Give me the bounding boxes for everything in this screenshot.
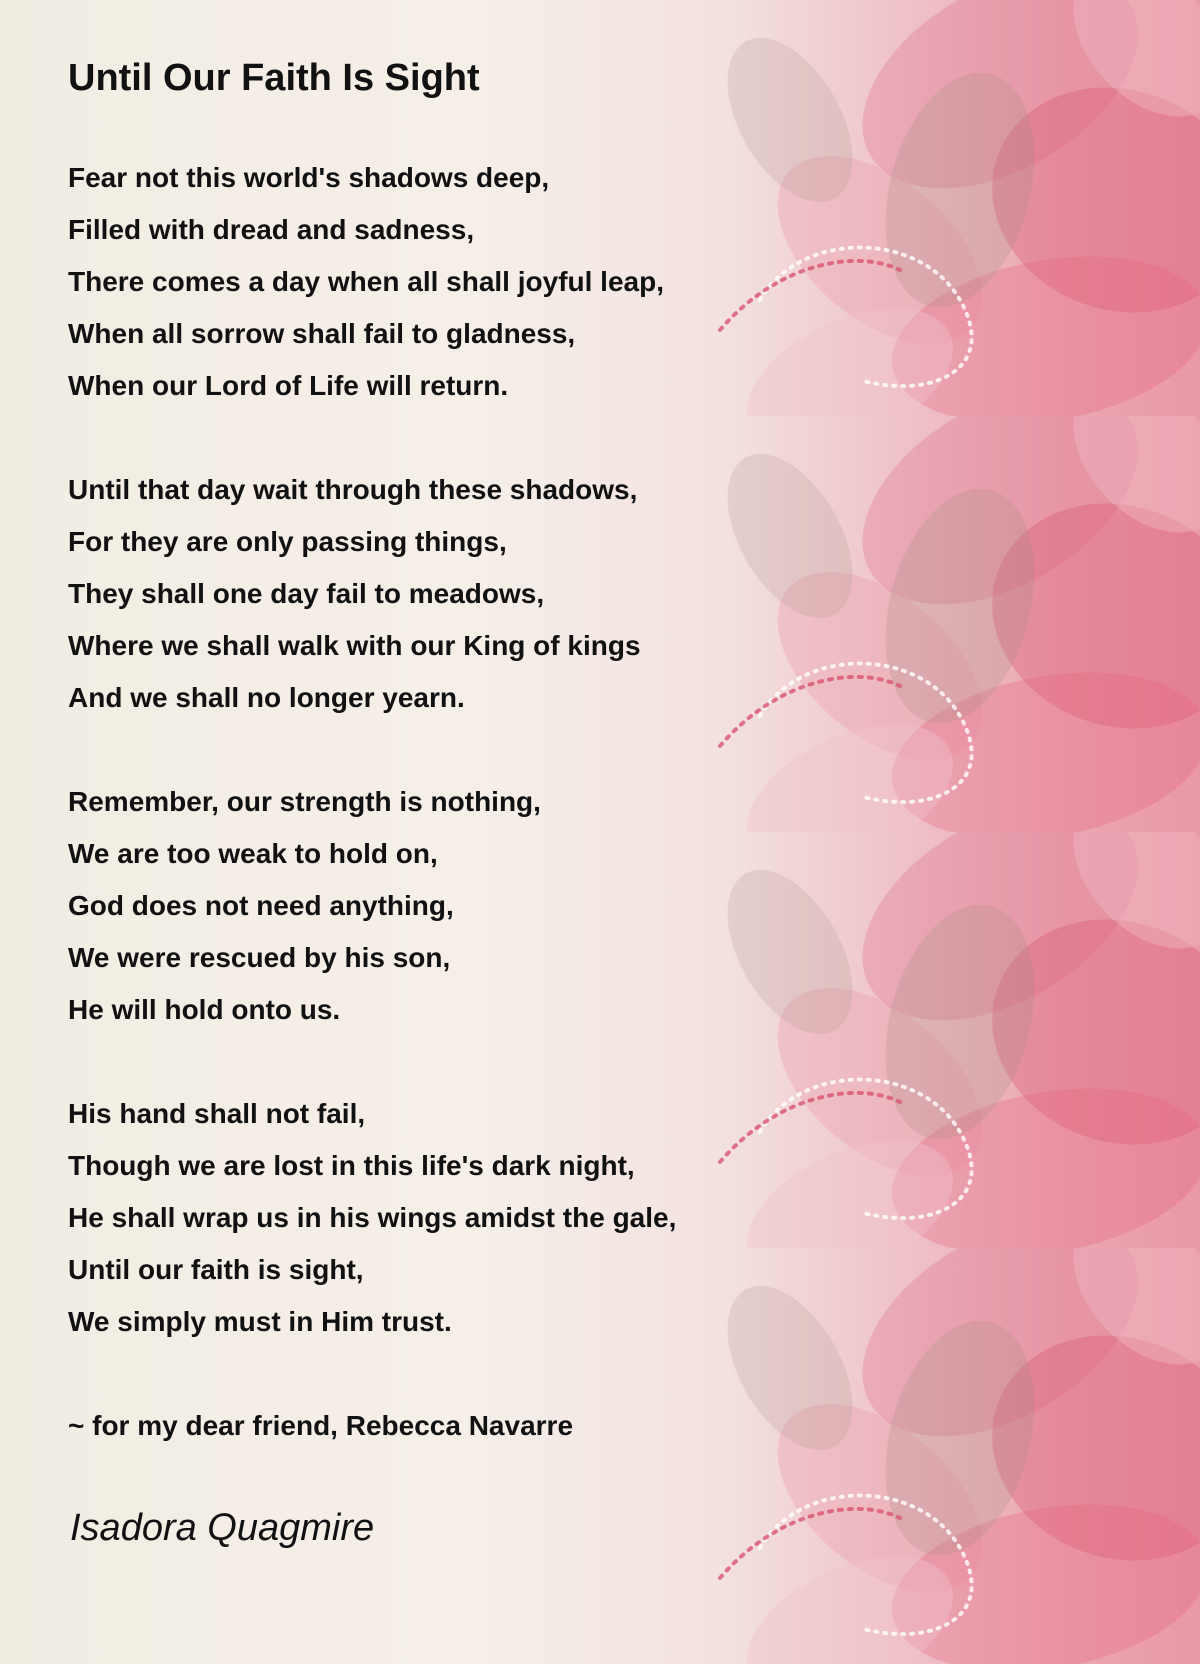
poem-title: Until Our Faith Is Sight [68,57,480,99]
poem-line: Though we are lost in this life's dark night, [68,1150,635,1181]
poem-line: He will hold onto us. [68,994,341,1025]
poem-line: He shall wrap us in his wings amidst the gale, [68,1202,677,1233]
poem-line: His hand shall not fail, [68,1098,366,1129]
poem-line: We are too weak to hold on, [68,838,438,869]
poem-line: Remember, our strength is nothing, [68,786,541,817]
poem-line: There comes a day when all shall joyful leap, [68,266,664,297]
stanza-gap [68,724,676,776]
poem-line: When our Lord of Life will return. [68,370,509,401]
poem-body [68,152,676,1452]
poem-line: They shall one day fail to meadows, [68,578,545,609]
poem-line: We were rescued by his son, [68,942,451,973]
poem-line: Fear not this world's shadows deep, [68,162,550,193]
poem-line: When all sorrow shall fail to gladness, [68,318,576,349]
poem-line: Until our faith is sight, [68,1254,364,1285]
stanza-gap [68,1036,676,1088]
poem-line: And we shall no longer yearn. [68,682,465,713]
stanza-gap [68,412,676,464]
poem-line: Filled with dread and sadness, [68,214,475,245]
poem-line: Where we shall walk with our King of kings [68,630,641,661]
poem-author: Isadora Quagmire [70,1507,375,1549]
poem-line: We simply must in Him trust. [68,1306,452,1337]
stanza-gap [68,1348,676,1400]
poem-line: Until that day wait through these shadows, [68,474,638,505]
dedication-line: ~ for my dear friend, Rebecca Navarre [68,1410,574,1441]
poem-line: For they are only passing things, [68,526,507,557]
poem-line: God does not need anything, [68,890,454,921]
